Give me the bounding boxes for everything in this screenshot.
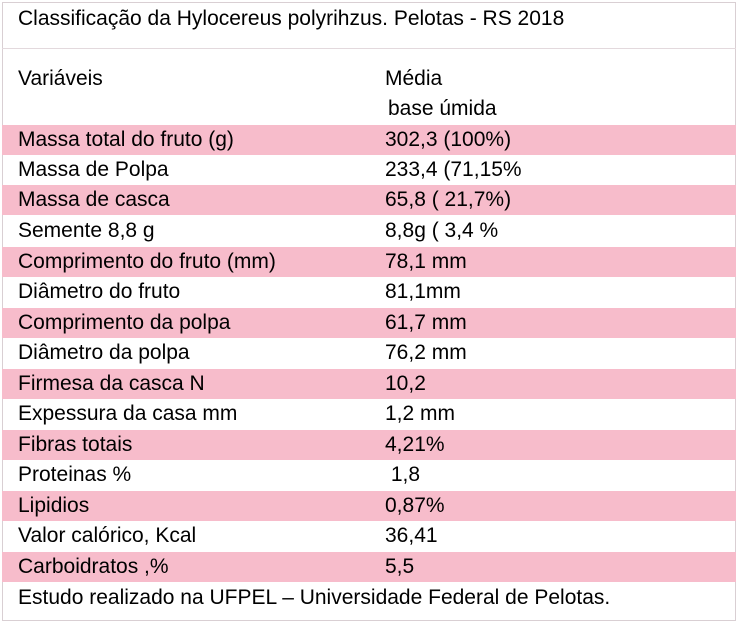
- table-row: [2, 308, 736, 338]
- table-row: [2, 277, 736, 307]
- row-label: Massa de casca: [18, 188, 170, 211]
- row-value: 78,1 mm: [385, 250, 467, 273]
- row-label: Expessura da casa mm: [18, 402, 238, 425]
- table-row: [2, 460, 736, 490]
- row-value: 1,2 mm: [385, 402, 456, 425]
- table-title: Classificação da Hylocereus polyrihzus. Pelotas - RS 2018: [18, 7, 565, 30]
- table-row: [2, 430, 736, 460]
- header-wet-basis: base úmida: [388, 97, 497, 120]
- row-label: Fibras totais: [18, 433, 133, 456]
- row-label: Comprimento da polpa: [18, 311, 231, 334]
- header-row: [2, 64, 736, 94]
- row-value: 5,5: [385, 555, 415, 578]
- row-label: Diâmetro da polpa: [18, 341, 190, 364]
- row-value: 65,8 ( 21,7%): [385, 188, 512, 211]
- row-label: Massa de Polpa: [18, 158, 169, 181]
- row-label: Lipidios: [18, 494, 90, 517]
- table-row: [2, 155, 736, 185]
- row-label: Firmesa da casca N: [18, 372, 205, 395]
- table-row: [2, 125, 736, 155]
- table-row: [2, 521, 736, 551]
- table-row: [2, 491, 736, 521]
- row-value: 0,87%: [385, 494, 445, 517]
- table-row: [2, 216, 736, 246]
- row-value: 1,8: [385, 463, 421, 486]
- row-value: 8,8g ( 3,4 %: [385, 219, 499, 242]
- row-label: Semente 8,8 g: [18, 219, 155, 242]
- row-label: Valor calórico, Kcal: [18, 524, 197, 547]
- header-mean: Média: [385, 67, 443, 90]
- title-divider: [2, 48, 736, 49]
- row-label: Carboidratos ,%: [18, 555, 169, 578]
- row-label: Proteinas %: [18, 463, 132, 486]
- table-row: [2, 552, 736, 582]
- row-value: 81,1mm: [385, 280, 461, 303]
- row-value: 4,21%: [385, 433, 445, 456]
- table-row: [2, 399, 736, 429]
- table-footer-note: Estudo realizado na UFPEL – Universidade Federal de Pelotas.: [18, 586, 611, 609]
- row-value: 10,2: [385, 372, 426, 395]
- table-row: [2, 338, 736, 368]
- row-value: 76,2 mm: [385, 341, 467, 364]
- row-label: Comprimento do fruto (mm): [18, 250, 276, 273]
- row-value: 61,7 mm: [385, 311, 467, 334]
- table-row: [2, 247, 736, 277]
- header-variables: Variáveis: [18, 67, 103, 90]
- header-row-2: [2, 94, 736, 124]
- row-value: 302,3 (100%): [385, 128, 512, 151]
- row-label: Diâmetro do fruto: [18, 280, 181, 303]
- row-label: Massa total do fruto (g): [18, 128, 234, 151]
- row-value: 36,41: [385, 524, 438, 547]
- table-row: [2, 369, 736, 399]
- row-value: 233,4 (71,15%: [385, 158, 522, 181]
- table-row: [2, 185, 736, 215]
